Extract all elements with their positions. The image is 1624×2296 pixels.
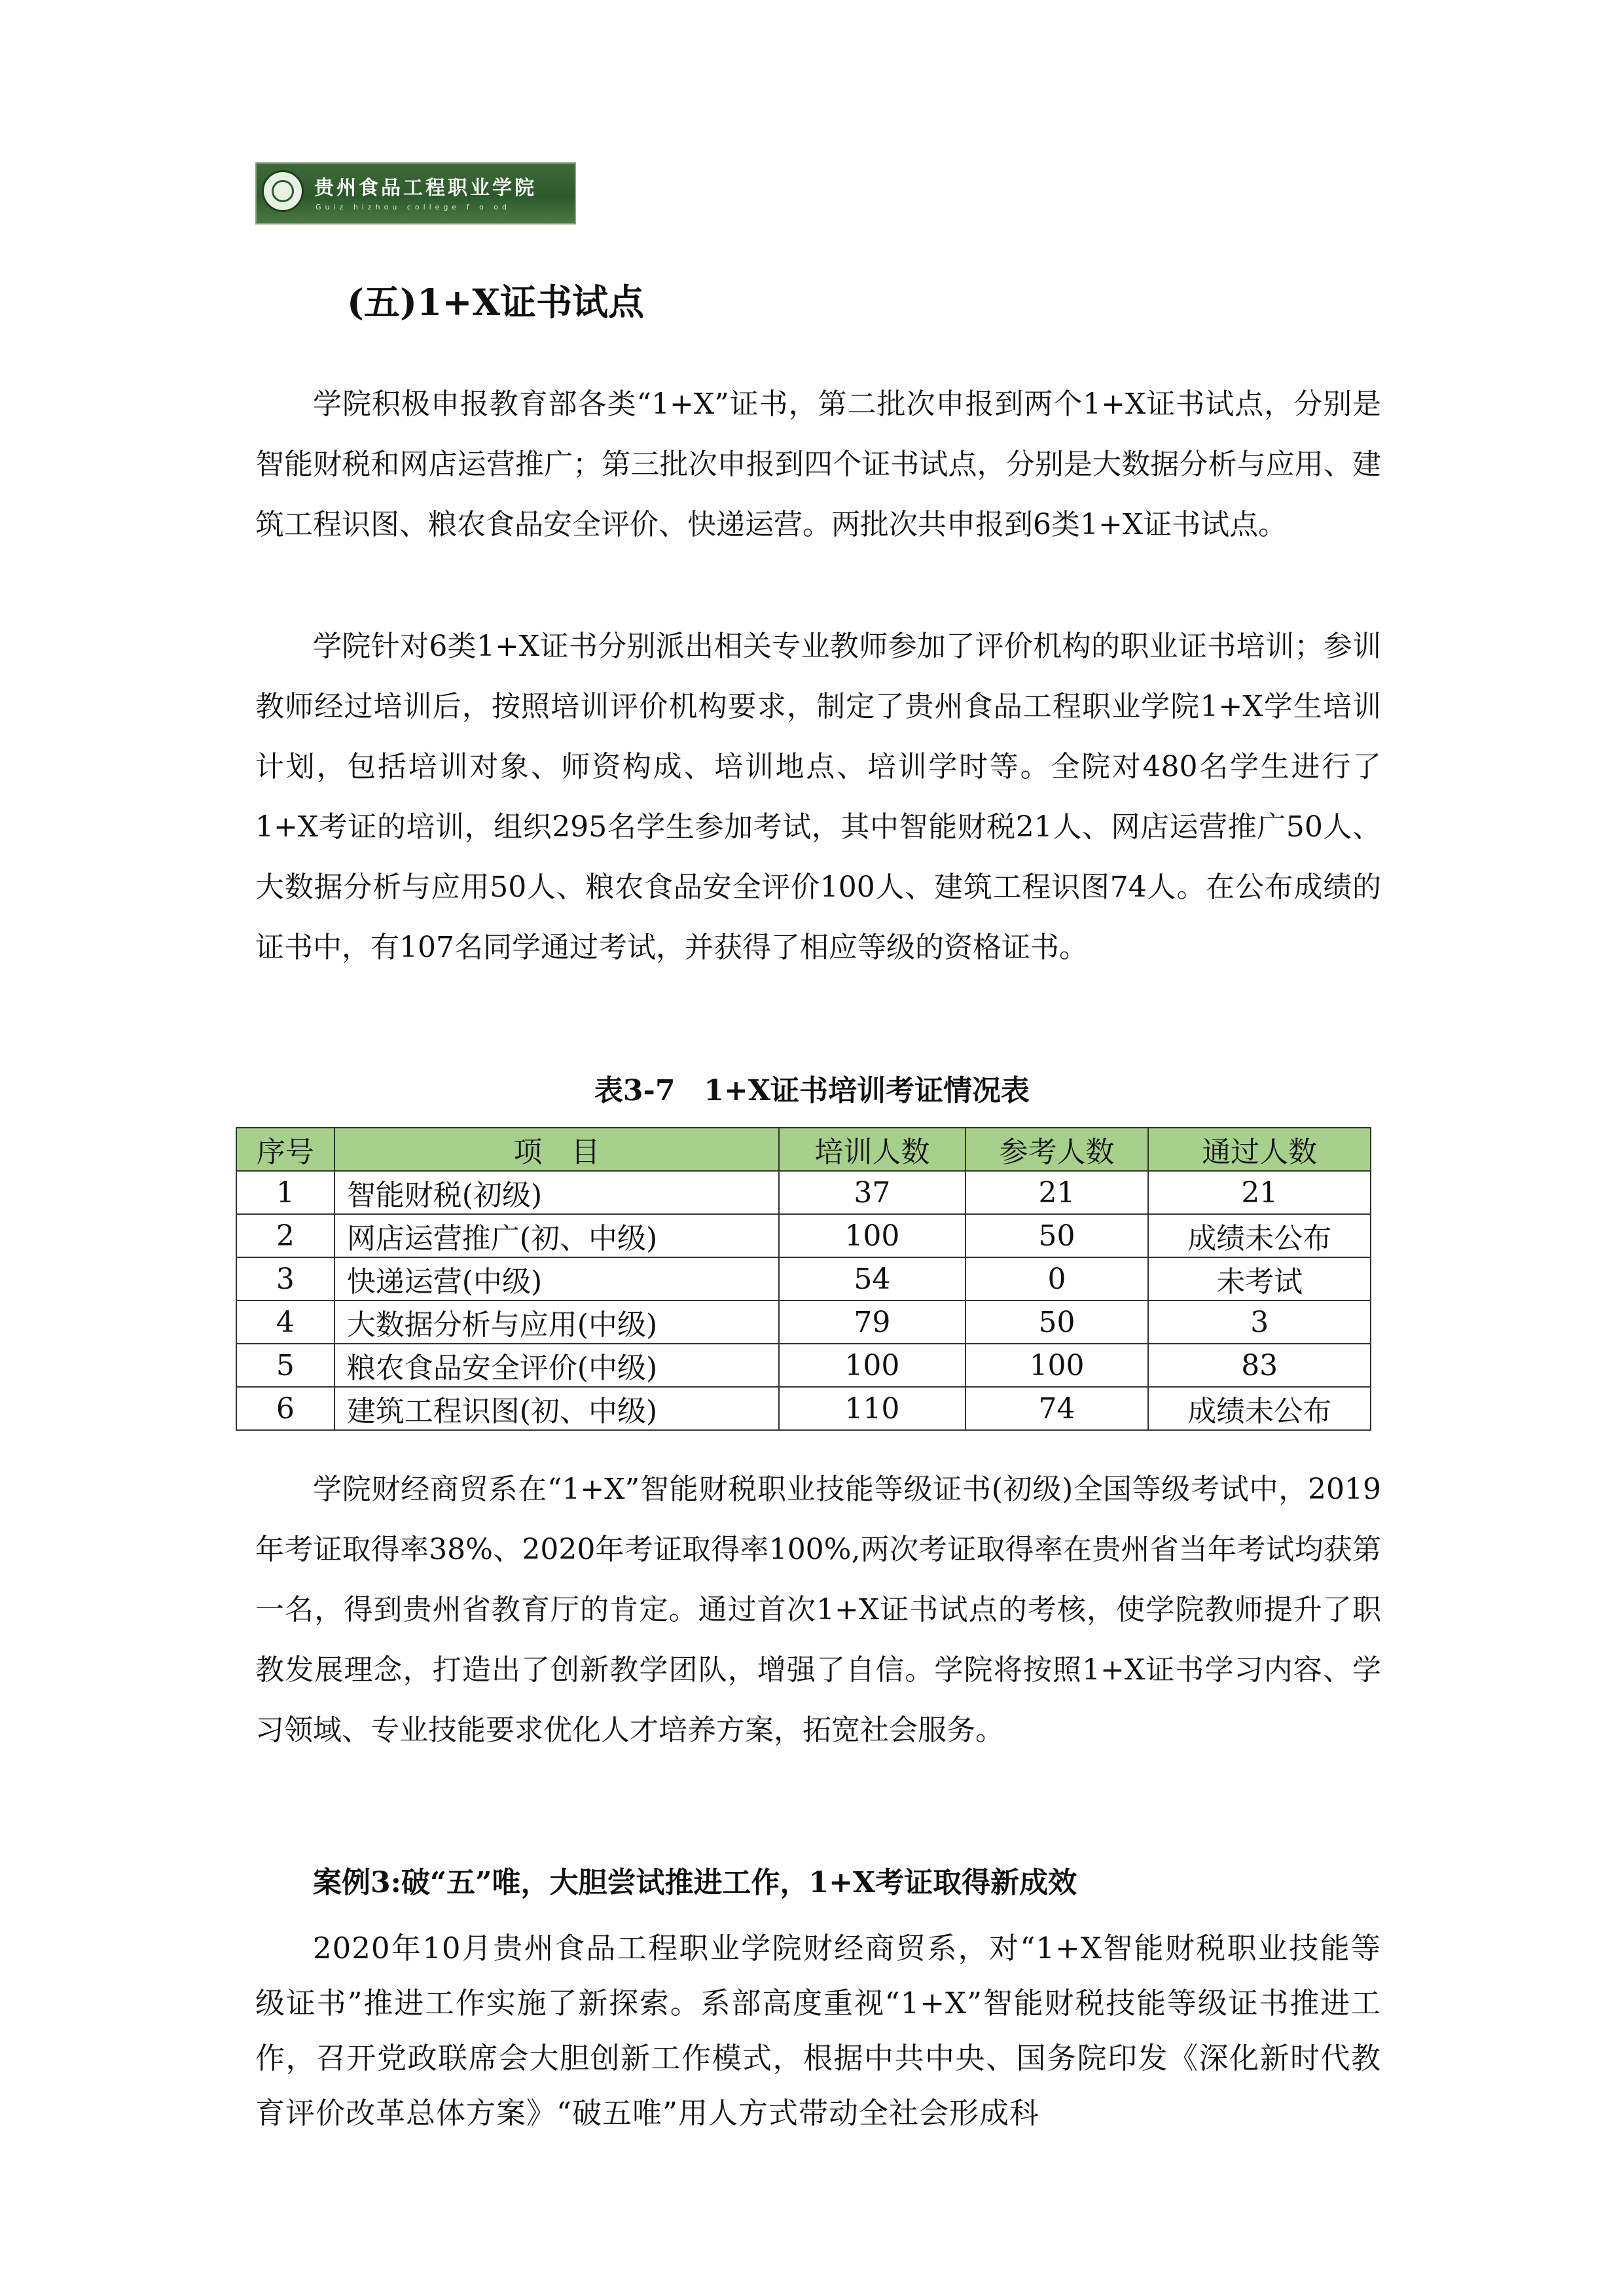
cell-examined: 50 — [965, 1300, 1149, 1344]
section-heading: (五)1+X证书试点 — [347, 281, 645, 323]
paragraph-2: 学院针对6类1+X证书分别派出相关专业教师参加了评价机构的职业证书培训；参训教师经过培训后，按照培训评价机构要求，制定了贵州食品工程职业学院1+X学生培训计划，包括培训对象、师资构成、培训地点、培训学时等。全院对480名学生进行了1+X考证的培训，组织295名学生参加考试，其中智能财税21人、网店运营推广50人、大数据分析与应用50人、粮农食品安全评价100人、建筑工程识图74人。在公布成绩的证书中，有107名同学通过考试，并获得了相应等级的资格证书。 — [255, 630, 1381, 964]
cell-index: 1 — [236, 1171, 334, 1214]
cell-passed: 83 — [1148, 1344, 1371, 1387]
cell-trained: 100 — [779, 1344, 965, 1387]
paragraph-1: 学院积极申报教育部各类“1+X”证书，第二批次申报到两个1+X证书试点，分别是智能财税和网店运营推广；第三批次申报到四个证书试点，分别是大数据分析与应用、建筑工程识图、粮农食品安全评价、快递运营。两批次共申报到6类1+X证书试点。 — [255, 387, 1381, 541]
header-passed: 通过人数 — [1148, 1128, 1371, 1171]
header-trained: 培训人数 — [779, 1128, 965, 1171]
cell-index: 4 — [236, 1300, 334, 1344]
cell-trained: 79 — [779, 1300, 965, 1344]
paragraph-4: 2020年10月贵州食品工程职业学院财经商贸系，对“1+X智能财税职业技能等级证书”推进工作实施了新探索。系部高度重视“1+X”智能财税技能等级证书推进工作，召开党政联席会大胆创新工作模式，根据中共中央、国务院印发《深化新时代教育评价改革总体方案》“破五唯”用人方式带动全社会形成科 — [255, 1931, 1381, 2130]
cell-item: 粮农食品安全评价(中级) — [334, 1344, 779, 1387]
cell-index: 5 — [236, 1344, 334, 1387]
cell-examined: 50 — [965, 1214, 1149, 1257]
college-seal-icon — [262, 170, 304, 212]
table-row — [236, 1387, 1371, 1430]
header-item: 项 目 — [334, 1128, 779, 1171]
logo-subtitle: Guiz hizhou college f o od — [316, 203, 511, 211]
cell-item: 智能财税(初级) — [334, 1171, 779, 1214]
table-row — [236, 1344, 1371, 1387]
cell-trained: 110 — [779, 1387, 965, 1430]
cell-examined: 21 — [965, 1171, 1149, 1214]
cell-item: 建筑工程识图(初、中级) — [334, 1387, 779, 1430]
cell-index: 2 — [236, 1214, 334, 1257]
table-row — [236, 1214, 1371, 1257]
table-row — [236, 1300, 1371, 1344]
cell-examined: 100 — [965, 1344, 1149, 1387]
cell-passed: 3 — [1148, 1300, 1371, 1344]
cell-passed: 成绩未公布 — [1148, 1387, 1371, 1430]
cell-item: 快递运营(中级) — [334, 1257, 779, 1300]
cell-passed: 未考试 — [1148, 1257, 1371, 1300]
table-header-row — [236, 1128, 1371, 1171]
cell-examined: 74 — [965, 1387, 1149, 1430]
cell-trained: 100 — [779, 1214, 965, 1257]
cell-passed: 21 — [1148, 1171, 1371, 1214]
cell-item: 大数据分析与应用(中级) — [334, 1300, 779, 1344]
cell-passed: 成绩未公布 — [1148, 1214, 1371, 1257]
table-caption: 表3-7 1+X证书培训考证情况表 — [594, 1074, 1030, 1107]
header-examined: 参考人数 — [965, 1128, 1149, 1171]
cell-trained: 54 — [779, 1257, 965, 1300]
cell-index: 6 — [236, 1387, 334, 1430]
college-logo — [255, 162, 576, 224]
table-row — [236, 1171, 1371, 1214]
cell-trained: 37 — [779, 1171, 965, 1214]
certificate-table — [236, 1127, 1371, 1431]
logo-college-name: 贵州食品工程职业学院 — [314, 177, 537, 200]
cell-examined: 0 — [965, 1257, 1149, 1300]
header-index: 序号 — [236, 1128, 334, 1171]
paragraph-3: 学院财经商贸系在“1+X”智能财税职业技能等级证书(初级)全国等级考试中，2019年考证取得率38%、2020年考证取得率100%,两次考证取得率在贵州省当年考试均获第一名，得到贵州省教育厅的肯定。通过首次1+X证书试点的考核，使学院教师提升了职教发展理念，打造出了创新教学团队，增强了自信。学院将按照1+X证书学习内容、学习领域、专业技能要求优化人才培养方案，拓宽社会服务。 — [255, 1473, 1381, 1747]
case-title: 案例3:破“五”唯，大胆尝试推进工作，1+X考证取得新成效 — [313, 1866, 1077, 1899]
cell-item: 网店运营推广(初、中级) — [334, 1214, 779, 1257]
table-row — [236, 1257, 1371, 1300]
cell-index: 3 — [236, 1257, 334, 1300]
